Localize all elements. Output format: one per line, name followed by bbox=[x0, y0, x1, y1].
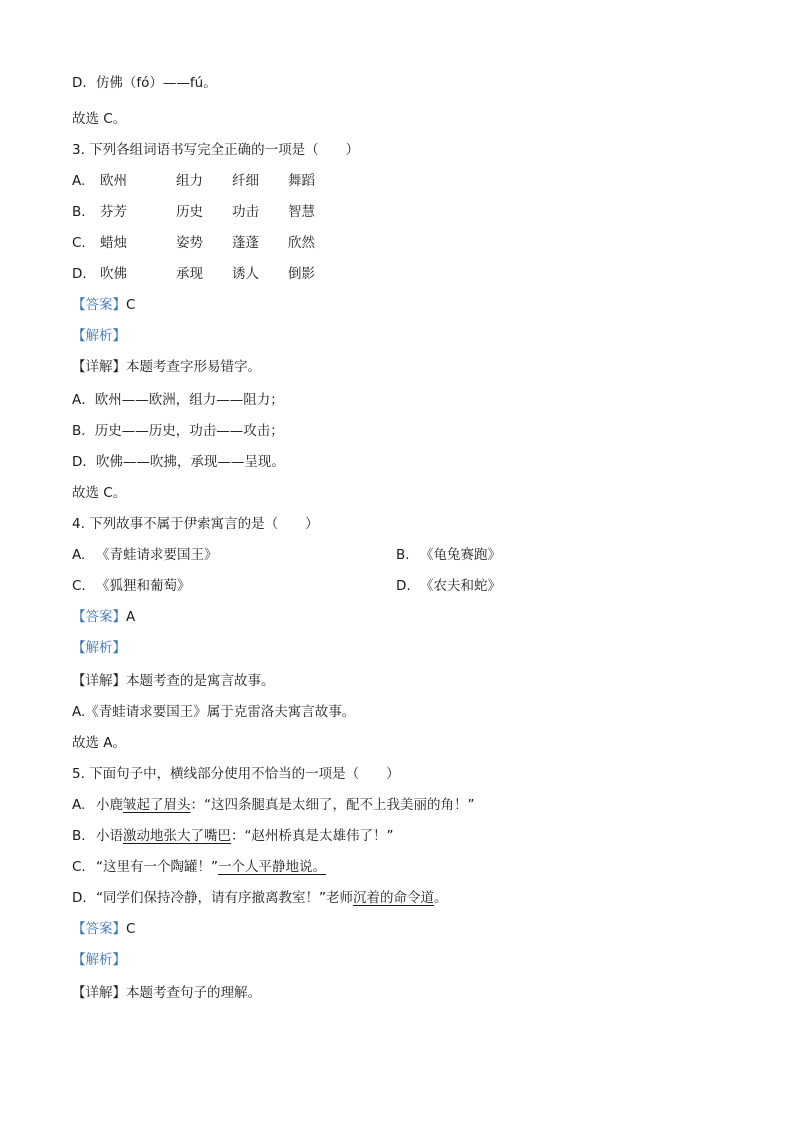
option-word: 姿势 bbox=[176, 235, 203, 251]
option-word: 组力 bbox=[176, 173, 203, 189]
q5-analysis bbox=[72, 951, 126, 969]
detail-tag: 【详解】 bbox=[72, 359, 126, 375]
q5-option-b[interactable] bbox=[72, 827, 394, 845]
q4-option-a[interactable] bbox=[72, 546, 218, 564]
q4-answer bbox=[72, 608, 135, 626]
option-word: 舞蹈 bbox=[288, 173, 315, 189]
q4-conclusion: 故选 A。 bbox=[72, 735, 127, 751]
q3-option-a[interactable] bbox=[72, 172, 315, 190]
option-word: 功击 bbox=[232, 204, 259, 220]
detail-text: 本题考查句子的理解。 bbox=[126, 985, 261, 1001]
analysis-tag: 【解析】 bbox=[72, 640, 126, 656]
option-post: 。 bbox=[434, 890, 448, 906]
option-text: 《狐狸和葡萄》 bbox=[96, 578, 191, 594]
detail-tag: 【详解】 bbox=[72, 985, 126, 1001]
option-letter: D. bbox=[72, 266, 87, 282]
option-letter: D. bbox=[396, 578, 411, 594]
option-underlined: 皱起了眉头 bbox=[123, 797, 191, 813]
option-text: 《龟兔赛跑》 bbox=[420, 547, 501, 563]
option-word: 蜡烛 bbox=[100, 235, 127, 251]
q4-explain-a: A.《青蛙请求要国王》属于克雷洛夫寓言故事。 bbox=[72, 704, 356, 720]
q4-option-b[interactable] bbox=[396, 546, 501, 564]
detail-text: 本题考查字形易错字。 bbox=[126, 359, 261, 375]
analysis-tag: 【解析】 bbox=[72, 328, 126, 344]
option-letter: B. bbox=[72, 204, 86, 220]
q3-option-d[interactable] bbox=[72, 265, 315, 283]
answer-value: A bbox=[126, 609, 136, 625]
q3-stem: 3. 下列各组词语书写完全正确的一项是（ ） bbox=[72, 142, 360, 158]
q3-answer bbox=[72, 296, 135, 314]
option-pre: 小语 bbox=[96, 828, 123, 844]
detail-text: 本题考查的是寓言故事。 bbox=[126, 673, 275, 689]
option-letter: C. bbox=[72, 235, 86, 251]
option-letter: A. bbox=[72, 547, 86, 563]
q4-option-d[interactable] bbox=[396, 577, 501, 595]
detail-tag: 【详解】 bbox=[72, 673, 126, 689]
option-pre: “同学们保持冷静，请有序撤离教室！”老师 bbox=[96, 890, 353, 906]
option-letter: B. bbox=[72, 828, 86, 844]
option-letter: D. bbox=[72, 890, 87, 906]
q3-option-b[interactable] bbox=[72, 203, 315, 221]
option-word: 欣然 bbox=[288, 235, 315, 251]
answer-tag: 【答案】 bbox=[72, 609, 126, 625]
option-underlined: 一个人平静地说。 bbox=[218, 859, 326, 875]
q3-option-c[interactable] bbox=[72, 234, 315, 252]
option-word: 欧州 bbox=[100, 173, 127, 189]
option-underlined: 沉着的命令道 bbox=[353, 890, 434, 906]
answer-value: C bbox=[126, 297, 136, 313]
option-pre: 小鹿 bbox=[96, 797, 123, 813]
answer-tag: 【答案】 bbox=[72, 297, 126, 313]
option-post: ：“赵州桥真是太雄伟了！” bbox=[231, 828, 394, 844]
q3-explain-a: A．欧州——欧洲，组力——阻力； bbox=[72, 392, 284, 408]
option-word: 智慧 bbox=[288, 204, 315, 220]
option-letter: C. bbox=[72, 859, 86, 875]
answer-value: C bbox=[126, 921, 136, 937]
option-letter: A. bbox=[72, 173, 86, 189]
option-word: 历史 bbox=[176, 204, 203, 220]
q2-option-d: D．仿佛（fó）——fú。 bbox=[72, 75, 217, 91]
option-word: 芬芳 bbox=[100, 204, 127, 220]
option-word: 纤细 bbox=[232, 173, 259, 189]
answer-tag: 【答案】 bbox=[72, 921, 126, 937]
q3-explain-d: D．吹佛——吹拂，承现——呈现。 bbox=[72, 454, 285, 470]
q5-detail bbox=[72, 984, 261, 1002]
option-letter: A. bbox=[72, 797, 86, 813]
option-word: 承现 bbox=[176, 266, 203, 282]
option-letter: C. bbox=[72, 578, 86, 594]
q5-answer bbox=[72, 920, 135, 938]
option-post: ：“这四条腿真是太细了，配不上我美丽的角！” bbox=[190, 797, 475, 813]
option-underlined: 激动地张大了嘴巴 bbox=[123, 828, 231, 844]
option-pre: “这里有一个陶罐！” bbox=[96, 859, 218, 875]
option-word: 蓬蓬 bbox=[232, 235, 259, 251]
q3-analysis bbox=[72, 327, 126, 345]
option-text: 《青蛙请求要国王》 bbox=[96, 547, 218, 563]
q5-stem: 5. 下面句子中，横线部分使用不恰当的一项是（ ） bbox=[72, 766, 400, 782]
q2-conclusion: 故选 C。 bbox=[72, 111, 127, 127]
q4-detail bbox=[72, 672, 275, 690]
option-word: 吹佛 bbox=[100, 266, 127, 282]
q4-option-c[interactable] bbox=[72, 577, 191, 595]
q5-option-a[interactable] bbox=[72, 796, 475, 814]
q5-option-d[interactable] bbox=[72, 889, 448, 907]
q4-analysis bbox=[72, 639, 126, 657]
q5-option-c[interactable] bbox=[72, 858, 326, 876]
option-letter: B. bbox=[396, 547, 410, 563]
option-text: 《农夫和蛇》 bbox=[420, 578, 501, 594]
q4-stem: 4. 下列故事不属于伊索寓言的是（ ） bbox=[72, 516, 319, 532]
analysis-tag: 【解析】 bbox=[72, 952, 126, 968]
q3-conclusion: 故选 C。 bbox=[72, 485, 127, 501]
option-word: 倒影 bbox=[288, 266, 315, 282]
q3-detail bbox=[72, 358, 261, 376]
option-word: 诱人 bbox=[232, 266, 259, 282]
q3-explain-b: B．历史——历史，功击——攻击； bbox=[72, 423, 284, 439]
